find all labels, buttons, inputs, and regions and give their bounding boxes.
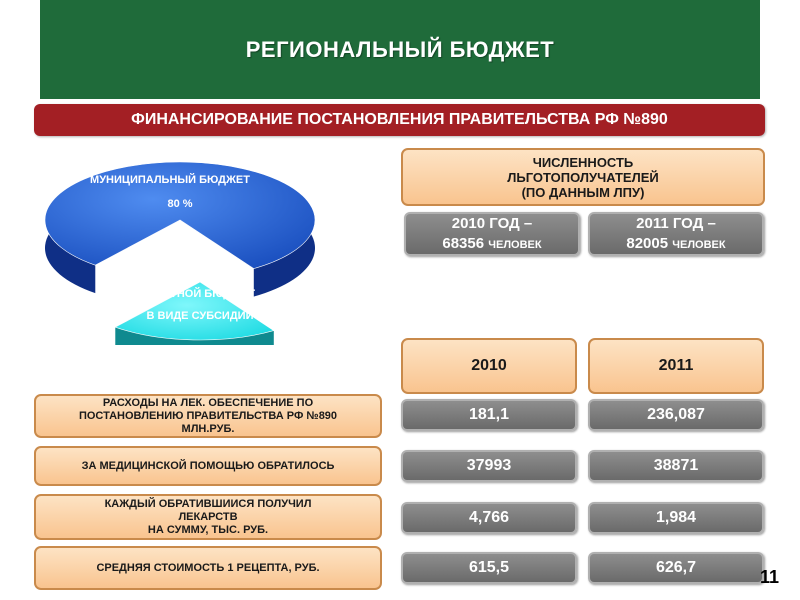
recipients-2010-number: 68356 [442, 234, 485, 252]
budget-pie-chart [30, 145, 330, 345]
row-label-line: ПОСТАНОВЛЕНИЮ ПРАВИТЕЛЬСТВА РФ №890 [78, 409, 338, 422]
row-label-line: КАЖДЫЙ ОБРАТИВШИИСЯ ПОЛУЧИЛ [104, 497, 312, 510]
row-label-expenses [34, 394, 382, 438]
pie-label-regional-line: В ВИДЕ СУБСИДИИ [146, 310, 254, 322]
subtitle-text: ФИНАНСИРОВАНИЕ ПОСТАНОВЛЕНИЯ ПРАВИТЕЛЬСТВА РФ №890 [131, 111, 668, 128]
row-label-line: ЗА МЕДИЦИНСКОЙ ПОМОЩЬЮ ОБРАТИЛОСЬ [81, 459, 335, 472]
subtitle-banner [34, 104, 765, 136]
cell-patients-2011: 38871 [588, 450, 764, 482]
cell-per-patient-2010: 4,766 [401, 502, 577, 534]
pie-value-municipal: 80 % [167, 198, 193, 210]
pie-value-regional: 20 % [173, 264, 199, 276]
page-number: 11 [760, 567, 780, 587]
cell-expenses-2010: 181,1 [401, 399, 577, 431]
pie-label-municipal: МУНИЦИПАЛЬНЫЙ БЮДЖЕТ [90, 174, 250, 186]
cell-patients-2010: 37993 [401, 450, 577, 482]
column-header-2010: 2010 [401, 338, 577, 394]
recipients-heading-line: ЧИСЛЕННОСТЬ [532, 154, 634, 170]
row-label-line: ЛЕКАРСТВ [178, 510, 238, 523]
pie-label-regional-line: ОБЛАСТНОЙ БЮДЖЕТ [130, 288, 256, 300]
cell-per-patient-2011: 1,984 [588, 502, 764, 534]
page-title: РЕГИОНАЛЬНЫЙ БЮДЖЕТ [245, 36, 555, 62]
row-label-line: НА СУММУ, ТЫС. РУБ. [147, 523, 269, 536]
recipients-2010-year: 2010 ГОД – [451, 214, 533, 232]
column-header-2011: 2011 [588, 338, 764, 394]
row-label-avg-cost [34, 546, 382, 590]
cell-avg-cost-2010: 615,5 [401, 552, 577, 584]
recipients-heading-line: (ПО ДАННЫМ ЛПУ) [521, 184, 645, 200]
cell-avg-cost-2011: 626,7 [588, 552, 764, 584]
recipients-2010 [404, 212, 580, 256]
header-banner [40, 0, 760, 99]
recipients-heading [401, 148, 765, 206]
cell-expenses-2011: 236,087 [588, 399, 764, 431]
recipients-2011-unit: ЧЕЛОВЕК [672, 238, 726, 251]
row-label-line: СРЕДНЯЯ СТОИМОСТЬ 1 РЕЦЕПТА, РУБ. [96, 561, 320, 574]
row-label-line: РАСХОДЫ НА ЛЕК. ОБЕСПЕЧЕНИЕ ПО [102, 396, 314, 409]
row-label-line: МЛН.РУБ. [181, 422, 235, 435]
recipients-2011-year: 2011 ГОД – [636, 214, 716, 232]
recipients-2011 [588, 212, 764, 256]
recipients-2010-unit: ЧЕЛОВЕК [488, 238, 542, 251]
recipients-2011-number: 82005 [626, 234, 669, 252]
row-label-patients [34, 446, 382, 486]
recipients-heading-line: ЛЬГОТОПОЛУЧАТЕЛЕЙ [507, 169, 659, 185]
row-label-per-patient [34, 494, 382, 540]
